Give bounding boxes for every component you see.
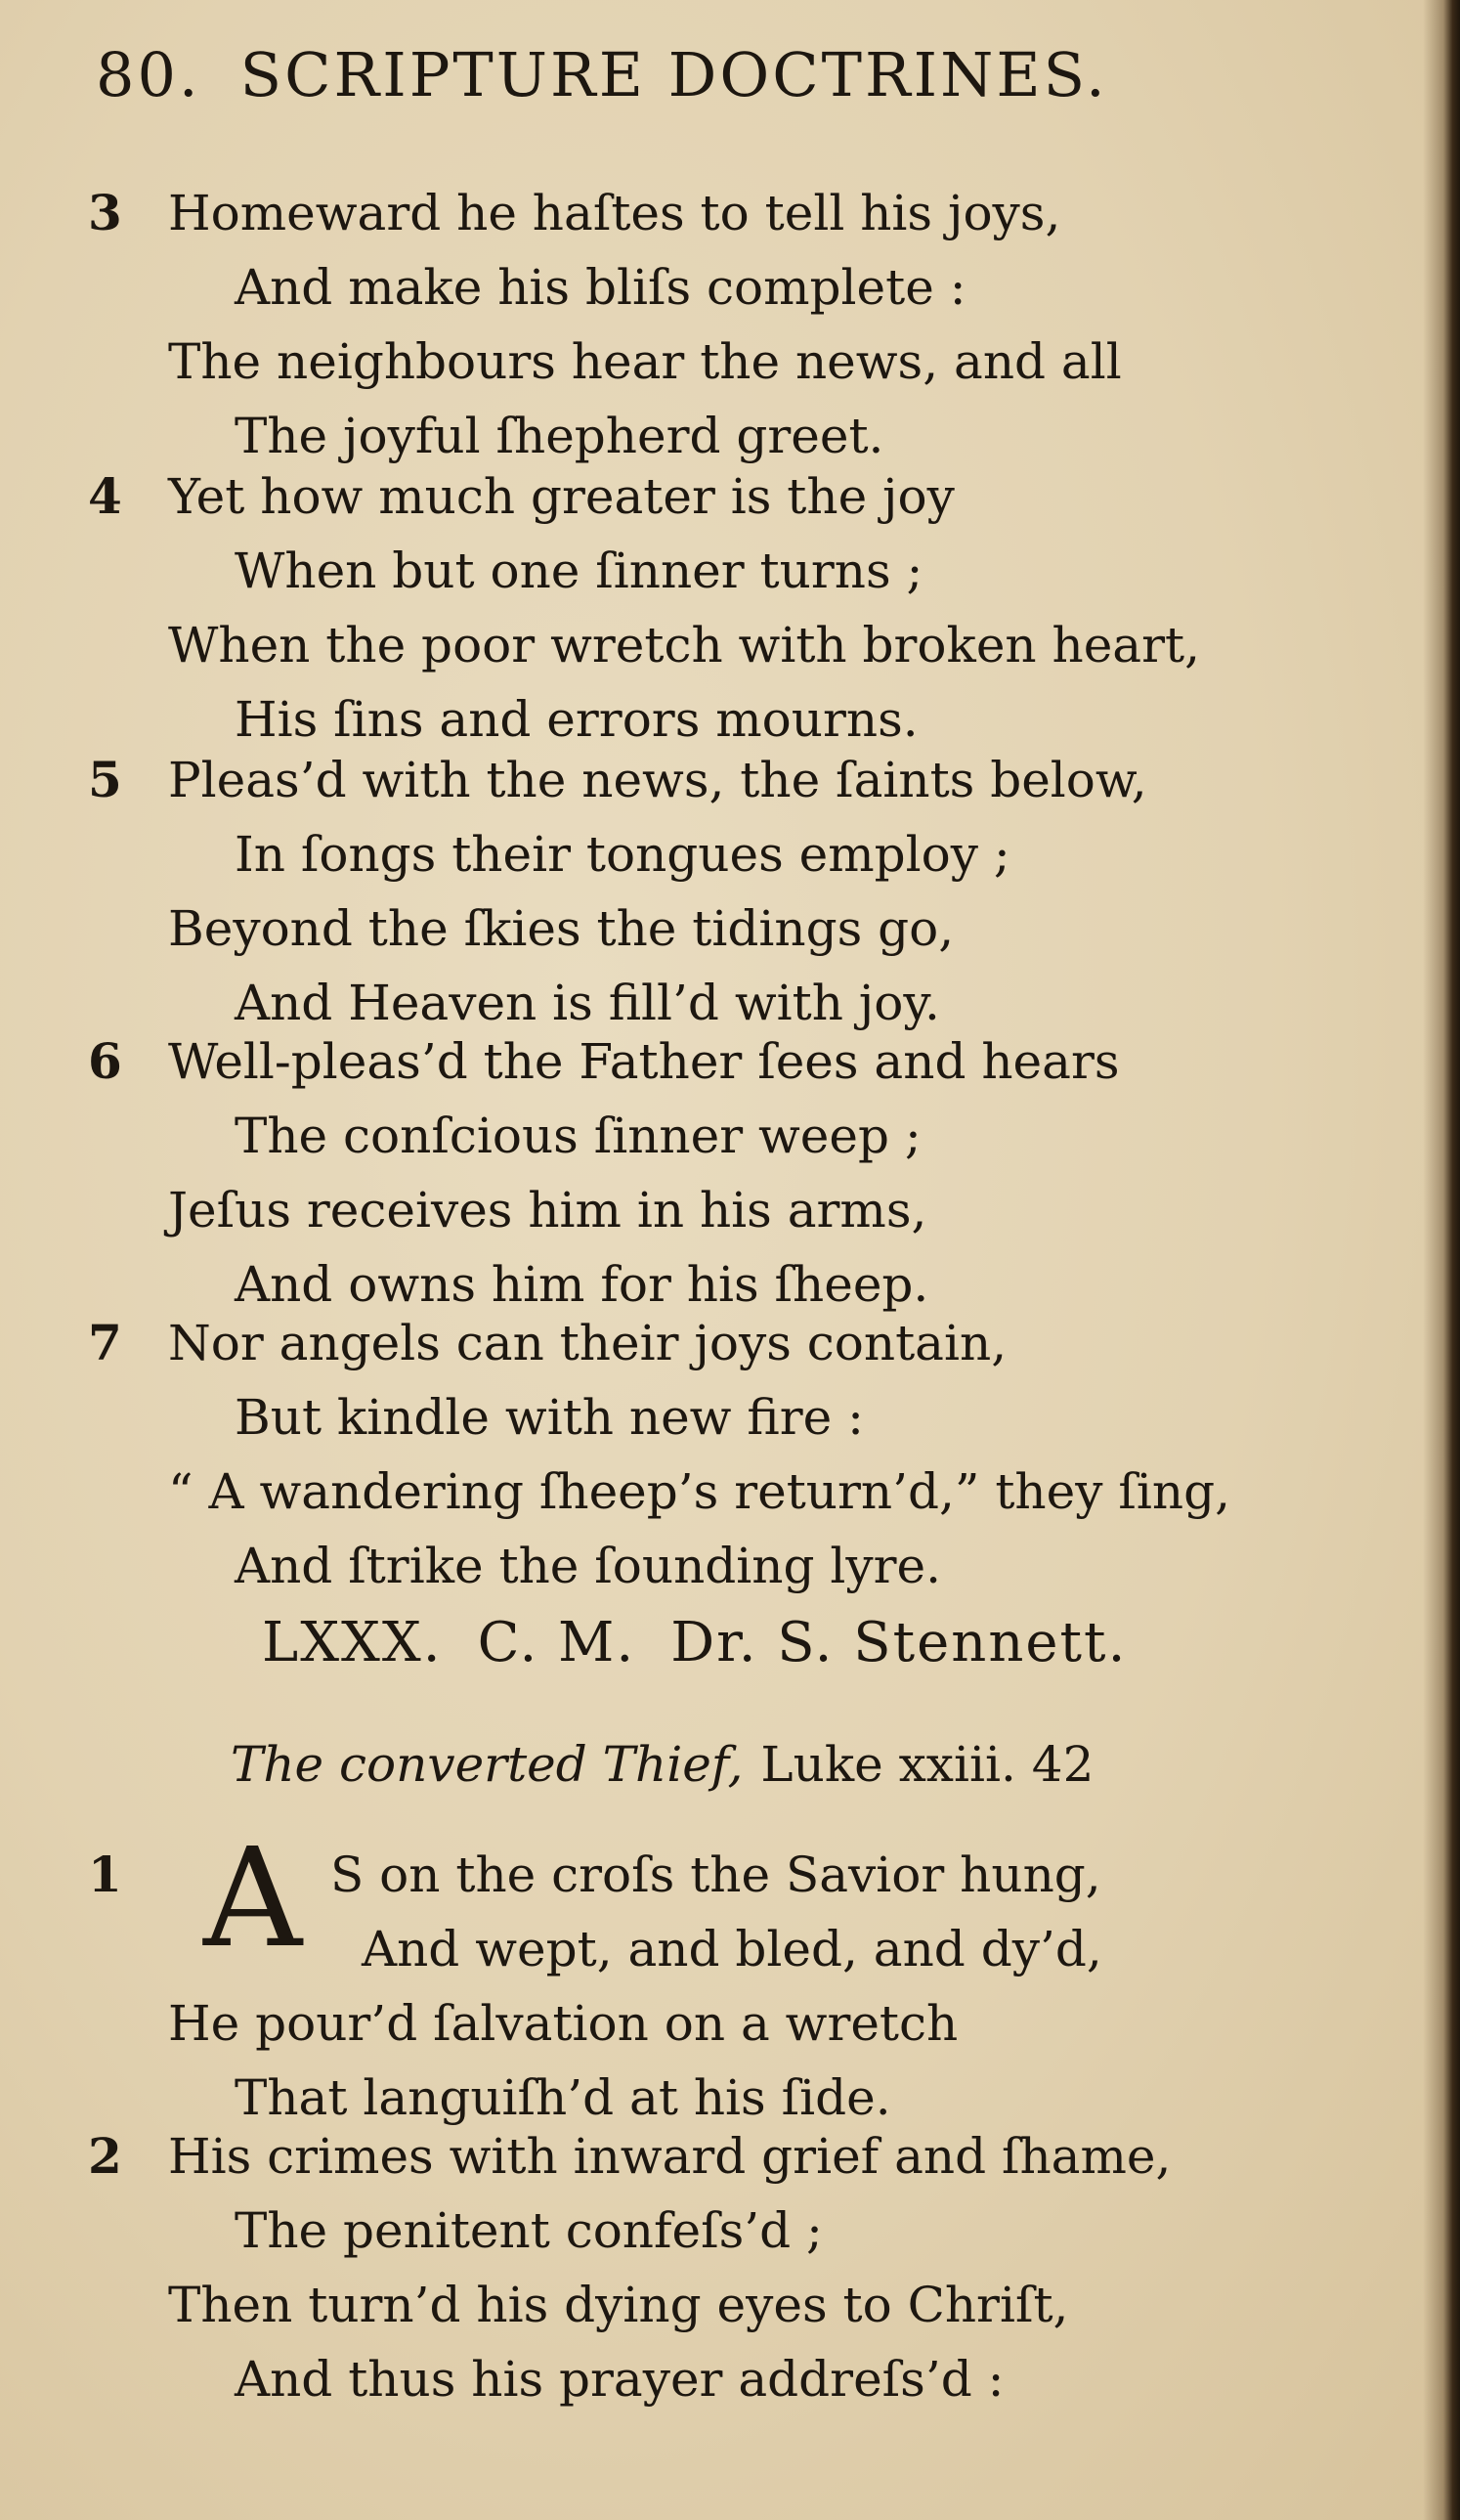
hymn-stanza-2	[88, 2119, 1171, 2416]
verse-line: Pleas’d with the news, the ſaints below,	[168, 752, 1147, 808]
verse-line: And make his bliſs complete :	[235, 259, 966, 316]
verse-line: His crimes with inward grief and ſhame,	[168, 2128, 1172, 2185]
stanza-3	[88, 176, 1122, 473]
hymn-stanza-1	[88, 1819, 1102, 2135]
hymn-meter: C. M.	[477, 1611, 636, 1674]
verse-line: And Heaven is fill’d with joy.	[235, 975, 940, 1031]
verse-line: “ A wandering ſheep’s return’d,” they ſing,	[168, 1463, 1230, 1520]
verse-line: The joyful ſhepherd greet.	[235, 408, 884, 464]
stanza-7	[88, 1306, 1230, 1603]
stanza-number: 4	[88, 467, 122, 525]
verse-line: Jeſus receives him in his arms,	[168, 1182, 927, 1238]
verse-line: And owns him for his ſheep.	[235, 1256, 929, 1313]
verse-line: Beyond the ſkies the tidings go,	[168, 900, 955, 957]
verse-line: Well-pleas’d the Father ſees and hears	[168, 1033, 1120, 1090]
stanza-number: 3	[88, 184, 122, 241]
running-title: SCRIPTURE DOCTRINES.	[239, 39, 1108, 110]
stanza-5	[88, 743, 1147, 1040]
hymn-heading	[262, 1611, 1162, 1674]
verse-line: And thus his prayer addreſs’d :	[235, 2351, 1005, 2408]
scripture-reference: Luke xxiii. 42	[760, 1736, 1095, 1793]
book-gutter-shadow	[1423, 0, 1460, 2520]
hymn-title: The converted Thief,	[231, 1736, 744, 1793]
running-header	[96, 39, 1108, 110]
stanza-number: 1	[88, 1846, 122, 1903]
hymn-subtitle	[231, 1736, 1094, 1793]
verse-line: But kindle with new fire :	[235, 1389, 864, 1446]
hymn-number: LXXX.	[262, 1611, 443, 1674]
drop-cap: A	[203, 1819, 303, 1978]
verse-line: He pour’d ſalvation on a wretch	[168, 1995, 959, 2052]
verse-line: Homeward he haſtes to tell his joys,	[168, 185, 1061, 241]
verse-line: The penitent confeſs’d ;	[235, 2202, 823, 2259]
verse-line: The conſcious ſinner weep ;	[235, 1108, 922, 1164]
verse-line: And ſtrike the ſounding lyre.	[235, 1538, 941, 1594]
verse-line: His ſins and errors mourns.	[235, 691, 919, 748]
stanza-number: 2	[88, 2127, 122, 2185]
verse-line: In ſongs their tongues employ ;	[235, 826, 1010, 883]
stanza-4	[88, 459, 1200, 757]
page-number: 80.	[96, 39, 201, 110]
stanza-number: 7	[88, 1314, 122, 1371]
verse-line: Yet how much greater is the joy	[168, 468, 955, 525]
verse-line: And wept, and bled, and dy’d,	[362, 1921, 1102, 1977]
verse-line: The neighbours hear the news, and all	[168, 333, 1122, 390]
verse-line: That languiſh’d at his ſide.	[235, 2069, 891, 2126]
stanza-number: 6	[88, 1032, 122, 1090]
verse-line: Then turn’d his dying eyes to Chriſt,	[168, 2277, 1069, 2333]
stanza-6	[88, 1024, 1120, 1322]
verse-line: When the poor wretch with broken heart,	[168, 617, 1201, 673]
verse-line: S on the croſs the Savior hung,	[330, 1847, 1101, 1903]
hymn-author: Dr. S. Stennett.	[670, 1611, 1128, 1674]
stanza-number: 5	[88, 751, 122, 808]
verse-line: When but one ſinner turns ;	[235, 543, 923, 599]
verse-line: Nor angels can their joys contain,	[168, 1315, 1008, 1371]
